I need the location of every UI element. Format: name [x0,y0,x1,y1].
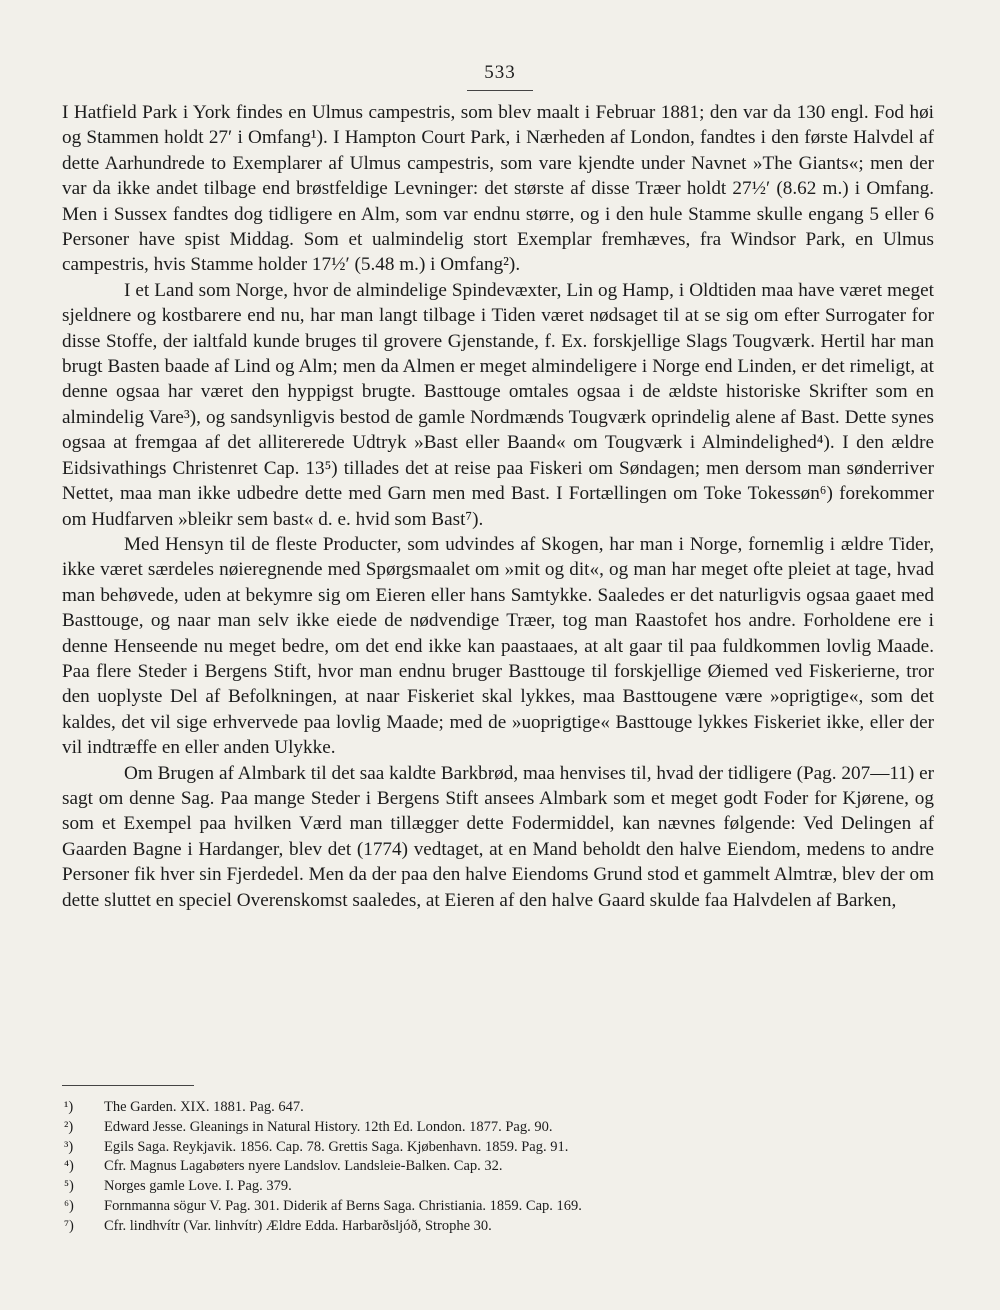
footnote-text: Fornmanna sögur V. Pag. 301. Diderik af Berns Saga. Christiania. 1859. Cap. 169. [104,1197,582,1214]
footnote-text: Cfr. Magnus Lagabøters nyere Landslov. Landsleie-Balken. Cap. 32. [104,1158,503,1175]
footnote-mark: ¹) [64,1099,74,1115]
body-text [62,100,934,913]
footnote [62,1177,934,1197]
paragraph: Om Brugen af Almbark til det saa kaldte Barkbrød, maa henvises til, hvad der tidligere (Pag. 207—11) er sagt om denne Sag. Paa mange Steder i Bergens Stift ansees Almbark som et meget godt Foder for Kjørene, og som et Exempel paa hvilken Værd man tillægger dette Fodermiddel, kan nævnes følgende: Ved Delingen af Gaarden Bagne i Hardanger, blev det (1774) vedtaget, at en Mand beholdt den halve Eiendom, medens to andre Personer fik hver sin Fjerdedel. Men da der paa den halve Eiendoms Grund stod et gammelt Almtræ, blev der om dette sluttet en speciel Overenskomst saaledes, at Eieren af den halve Gaard skulde faa Halvdelen af Barken, [62,762,934,911]
footnote [62,1118,934,1138]
footnote-mark: ³) [64,1138,74,1155]
footnote-mark: ⁷) [64,1217,74,1234]
footnote-mark: ⁵) [64,1178,74,1195]
footnote [62,1197,934,1217]
footnote-text: Egils Saga. Reykjavik. 1856. Cap. 78. Grettis Saga. Kjøbenhavn. 1859. Pag. 91. [104,1138,569,1155]
footnote [62,1157,934,1177]
paragraph: I et Land som Norge, hvor de almindelige Spindevæxter, Lin og Hamp, i Oldtiden maa have været meget sjeldnere og kostbarere end nu, har man langt tilbage i Tiden været nødsaget til at se sig om efter Surrogater for disse Stoffe, der ialtfald kunde bruges til grovere Gjenstande, f. Ex. forskjellige Slags Tougværk. Hertil har man brugt Basten baade af Lind og Alm; men da Almen er meget almindeligere i Norge end Linden, er det rimeligt, at denne ogsaa har været den hyppigst brugte. Basttouge omtales ogsaa i de ældste historiske Skrifter som en almindelig Vare³), og sandsynligvis bestod de gamle Nordmænds Tougværk oprindelig alene af Bast. Dette synes ogsaa at fremgaa af det allitererede Udtryk »Bast eller Baand« om Tougværk i Almindelighed⁴). I den ældre Eidsivathings Christenret Cap. 13⁵) tillades det at reise paa Fiskeri om Søndagen; men dersom man sønderriver Nettet, maa man ikke udbedre dette med Garn men med Bast. I Fortællingen om Toke Tokessøn⁶) forekommer om Hudfarven »bleikr sem bast« d. e. hvid som Bast⁷). [62,279,934,530]
footnote [62,1098,934,1118]
footnote-rule [62,1085,194,1086]
footnote-mark: ⁴) [64,1158,74,1175]
footnote-text: The Garden. XIX. 1881. Pag. 647. [104,1099,304,1115]
footnote [62,1217,934,1237]
footnote-text: Edward Jesse. Gleanings in Natural History. 12th Ed. London. 1877. Pag. 90. [104,1118,553,1135]
paragraph: I Hatfield Park i York findes en Ulmus campestris, som blev maalt i Februar 1881; den var da 130 engl. Fod høi og Stammen holdt 27′ i Omfang¹). I Hampton Court Park, i Nærheden af London, fandtes i den første Halvdel af dette Aarhundrede to Exemplarer af Ulmus campestris, som vare kjendte under Navnet »The Giants«; men der var da ikke andet tilbage end brøstfeldige Levninger: det største af disse Træer holdt 27½′ (8.62 m.) i Omfang. Men i Sussex fandtes dog tidligere en Alm, som var endnu større, og i den hule Stamme skulle engang 5 eller 6 Personer have spist Middag. Som et ualmindelig stort Exemplar fremhæves, fra Windsor Park, en Ulmus campestris, hvis Stamme holder 17½′ (5.48 m.) i Omfang²). [62,102,934,276]
footnote-text: Norges gamle Love. I. Pag. 379. [104,1178,292,1195]
footnote-mark: ⁶) [64,1197,74,1214]
footnotes [62,1098,934,1237]
page-number: 533 [484,62,516,83]
paragraph: Med Hensyn til de fleste Producter, som udvindes af Skogen, har man i Norge, fornemlig i ældre Tider, ikke været særdeles nøieregnende med Spørgsmaalet om »mit og dit«, og man har meget ofte pleiet at tage, hvad man behøvede, uden at bekymre sig om Eieren eller hans Samtykke. Saaledes er det naturligvis ogsaa gaaet med Basttouge, og naar man selv ikke eiede de nødvendige Træer, tog man Raastofet hos andre. Forholdene ere i denne Henseende nu meget bedre, om det end ikke kan paastaaes, at alt gaar til paa fuldkommen lovlig Maade. Paa flere Steder i Bergens Stift, hvor man endnu bruger Basttouge til forskjellige Øiemed ved Fiskerierne, tror den uoplyste Del af Befolkningen, at naar Fiskeriet skal lykkes, maa Basttougene være »oprigtige«, som det kaldes, det vil sige erhvervede paa lovlig Maade; med de »uoprigtige« Basttouge lykkes Fiskeriet ikke, eller der vil indtræffe en eller anden Ulykke. [62,533,934,759]
footnote [62,1138,934,1158]
footnote-mark: ²) [64,1118,74,1135]
header-rule [467,90,533,91]
footnote-text: Cfr. lindhvítr (Var. linhvítr) Ældre Edda. Harbarðsljóð, Strophe 30. [104,1217,492,1234]
